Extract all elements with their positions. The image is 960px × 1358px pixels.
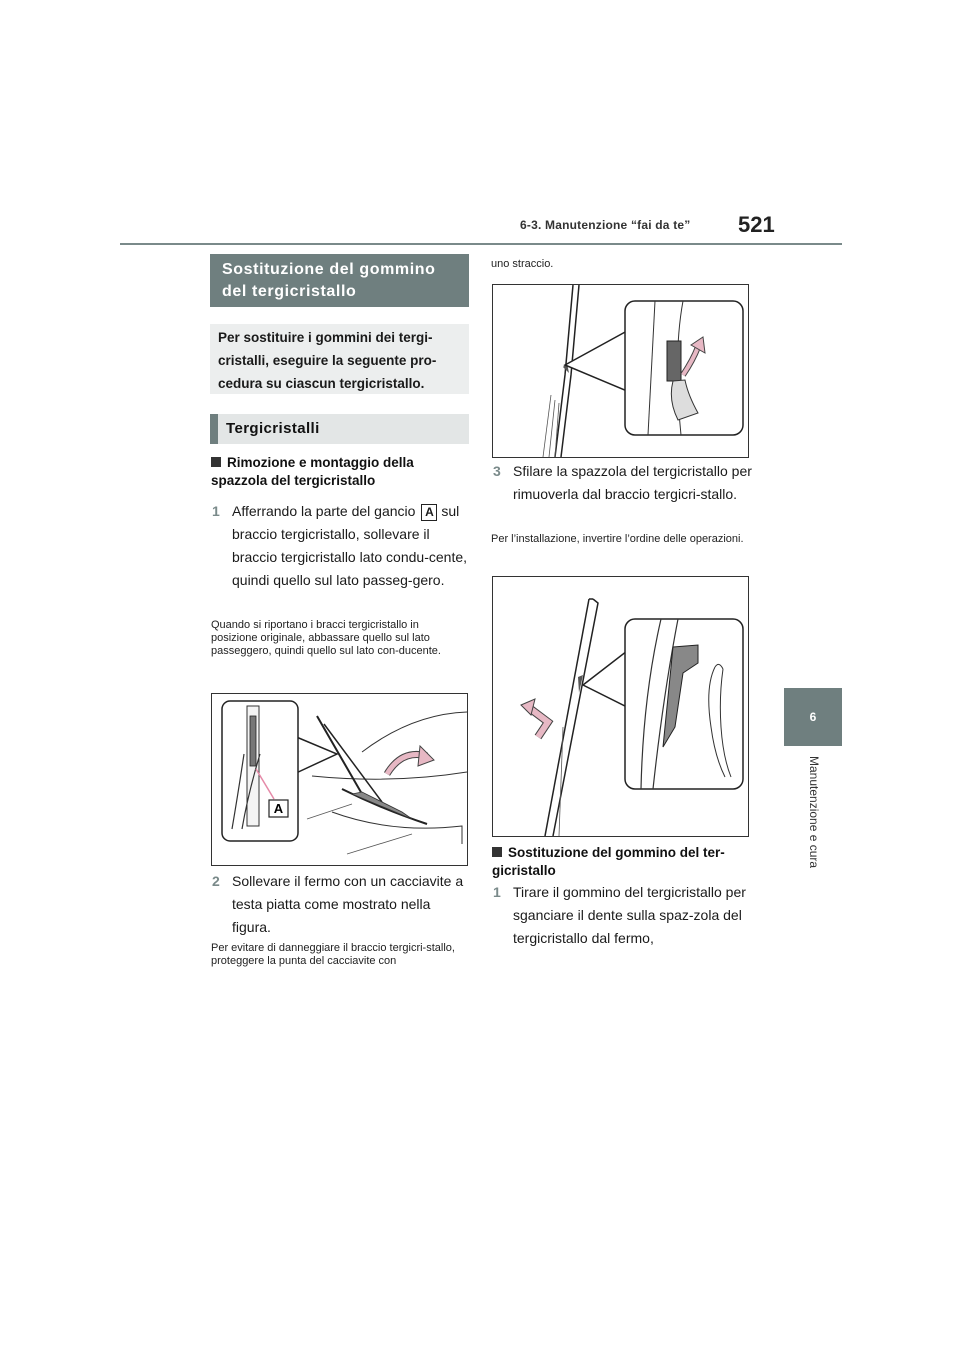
step-number: 2 (212, 873, 220, 889)
subheading-tergicristalli: Tergicristalli (210, 414, 469, 444)
figure-wiper-arm-lift (211, 693, 468, 866)
figure1-label-a: A (273, 801, 284, 816)
blade-slide-out-illustration (493, 577, 748, 836)
part1-heading (211, 454, 469, 490)
part1-step3 (493, 460, 753, 506)
part1-note3: Per l’installazione, invertire l’ordine delle operazioni. (491, 533, 744, 545)
chapter-label-wrap (784, 756, 842, 896)
step2-text: Sollevare il fermo con un cacciavite a testa piatta come mostrato nella figura. (232, 873, 464, 935)
part1-note2-continued: uno straccio. (491, 258, 554, 270)
step-number: 1 (212, 503, 220, 519)
bullet-square-icon (492, 847, 502, 857)
clip-release-illustration (493, 285, 748, 457)
part2-heading (492, 844, 750, 880)
page-number: 521 (738, 212, 775, 237)
part1-title: Rimozione e montaggio della spazzola del tergicristallo (211, 455, 414, 488)
label-a-tag: A (421, 504, 437, 521)
step-number: 3 (493, 463, 501, 479)
section-heading: Sostituzione del gommino del tergicristallo (210, 254, 469, 307)
part1-note1: Quando si riportano i bracci tergicristallo in posizione originale, abbassare quello sul lato passeggero, quindi quello sul lato con-ducente. (211, 619, 441, 657)
step-number: 1 (493, 884, 501, 900)
step1-text-b: sul braccio tergicristallo, sollevare il braccio tergicristallo lato condu-cente, quindi quello sul lato passeg-gero. (232, 503, 468, 588)
step1-text-a: Afferrando la parte del gancio (232, 503, 416, 519)
bullet-square-icon (211, 457, 221, 467)
chapter-label: Manutenzione e cura (807, 756, 821, 869)
part2-step1 (493, 881, 753, 950)
part1-step1 (212, 500, 472, 592)
intro-box: Per sostituire i gommini dei tergi-cristalli, eseguire la seguente pro-cedura su ciascun tergicristallo. (210, 324, 469, 394)
chapter-tab: 6 (784, 688, 842, 746)
figure-clip-release (492, 284, 749, 458)
part2-title: Sostituzione del gommino del ter-gicristallo (492, 845, 725, 878)
part1-note2: Per evitare di danneggiare il braccio tergicri-stallo, proteggere la punta del cacciavite con (211, 942, 455, 967)
wiper-arm-illustration (212, 694, 467, 865)
header-rule (120, 243, 842, 245)
part2-step1-text: Tirare il gommino del tergicristallo per sganciare il dente sulla spaz-zola del tergicristallo dal fermo, (513, 884, 746, 946)
step3-text: Sfilare la spazzola del tergicristallo per rimuoverla dal braccio tergicri-stallo. (513, 463, 752, 502)
header-section-title: 6-3. Manutenzione “fai da te” (520, 218, 691, 232)
part1-step2 (212, 870, 472, 939)
figure-blade-slide-out (492, 576, 749, 837)
